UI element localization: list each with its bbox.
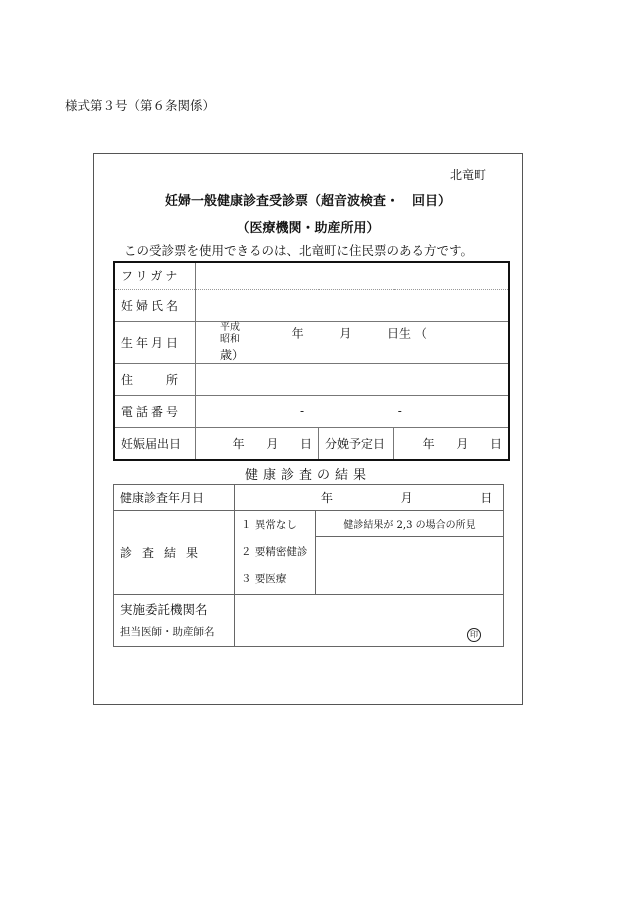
exam-month-unit: 月 — [400, 491, 413, 505]
facility-label: 実施委託機関名 — [120, 601, 208, 617]
report-year-unit: 年 — [232, 436, 245, 451]
phone-dash-2: - — [397, 404, 402, 418]
due-date-label: 分娩予定日 — [319, 427, 394, 460]
doctor-label: 担当医師・助産師名 — [120, 625, 215, 638]
pregnancy-report-date-field[interactable] — [196, 427, 319, 460]
dob-month-unit: 月 — [339, 326, 352, 340]
era-heisei: 平成 — [220, 321, 240, 333]
dob-year-unit: 年 — [291, 326, 304, 340]
exam-date-label: 健康診査年月日 — [114, 485, 235, 511]
voucher-subtitle: （医療機関・助産所用） — [236, 221, 380, 236]
findings-label: 健診結果が 2,3 の場合の所見 — [316, 511, 504, 537]
facility-doctor-field[interactable] — [235, 595, 504, 647]
address-label: 住 所 — [114, 363, 196, 395]
due-date-field[interactable] — [394, 427, 510, 460]
dob-field[interactable] — [196, 321, 510, 363]
age-paren: （ — [414, 326, 427, 340]
era-showa: 昭和 — [220, 333, 240, 345]
due-year-unit: 年 — [422, 436, 435, 451]
result-options[interactable] — [235, 511, 316, 595]
result-option-2[interactable]: ２ 要精密健診 — [241, 546, 308, 558]
due-month-unit: 月 — [456, 436, 469, 451]
furigana-label: フリガナ — [114, 262, 196, 289]
address-field[interactable] — [196, 363, 510, 395]
result-option-1[interactable]: １ 異常なし — [241, 519, 297, 531]
name-label: 妊婦氏名 — [114, 289, 196, 321]
result-label: 診査結果 — [114, 511, 235, 595]
results-section-title: 健康診査の結果 — [244, 468, 371, 483]
pregnancy-report-label: 妊娠届出日 — [114, 427, 196, 460]
result-option-3[interactable]: ３ 要医療 — [241, 573, 287, 585]
furigana-field[interactable] — [196, 262, 510, 289]
town-name: 北竜町 — [449, 168, 486, 182]
form-number-label: 様式第３号（第６条関係） — [65, 98, 216, 113]
checkup-voucher-card — [93, 153, 523, 705]
results-table — [113, 484, 504, 647]
eligibility-notice: この受診票を使用できるのは、北竜町に住民票のある方です。 — [124, 243, 474, 258]
exam-year-unit: 年 — [321, 491, 334, 505]
phone-dash-1: - — [300, 404, 305, 418]
seal-mark: 印 — [467, 628, 481, 642]
name-field[interactable] — [196, 289, 510, 321]
dob-label: 生年月日 — [114, 321, 196, 363]
age-unit: 歳） — [220, 347, 245, 362]
patient-info-table — [113, 261, 510, 461]
exam-date-field[interactable] — [235, 485, 504, 511]
dob-day-unit: 日生 — [387, 326, 412, 340]
facility-doctor-labels — [114, 595, 235, 647]
due-day-unit: 日 — [489, 436, 502, 451]
report-day-unit: 日 — [299, 436, 312, 451]
exam-day-unit: 日 — [480, 491, 493, 505]
voucher-title: 妊婦一般健康診査受診票（超音波検査・ 回目） — [164, 194, 451, 209]
report-month-unit: 月 — [266, 436, 279, 451]
findings-field[interactable] — [316, 537, 504, 595]
phone-label: 電話番号 — [114, 395, 196, 427]
phone-field[interactable] — [196, 395, 510, 427]
